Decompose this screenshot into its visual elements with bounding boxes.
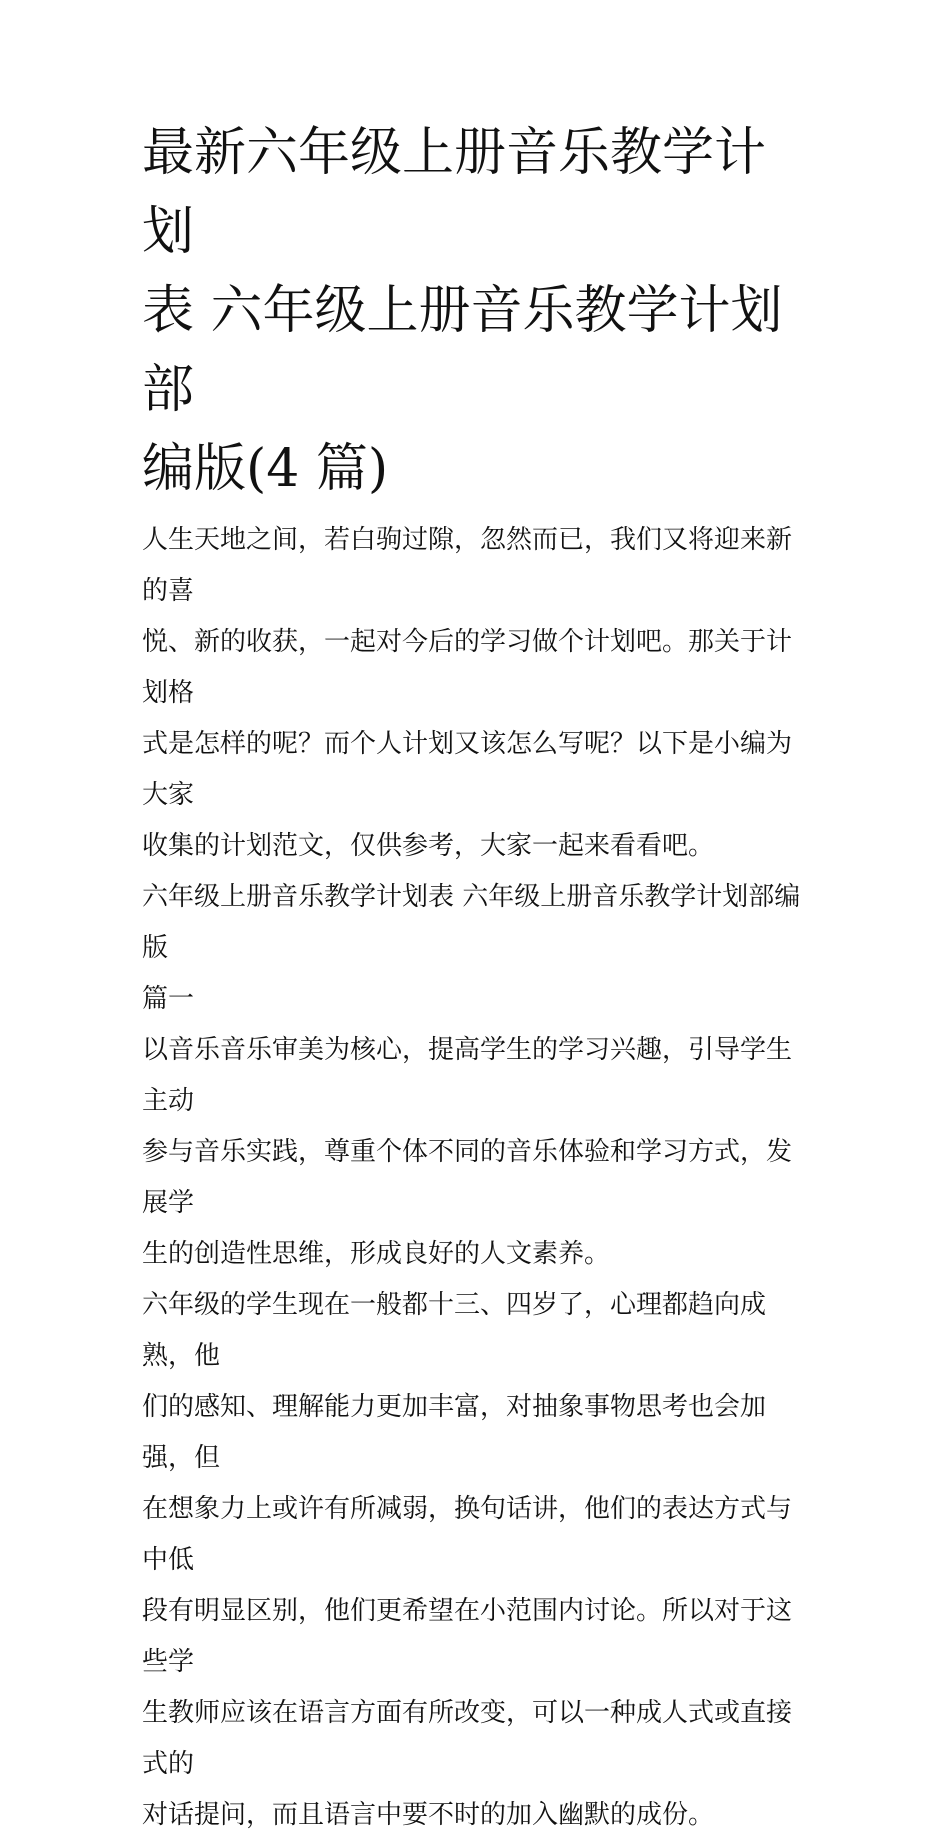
body-paragraph: 以音乐音乐审美为核心，提高学生的学习兴趣，引导学生主动 参与音乐实践，尊重个体不同的音乐体验和学习方式，发展学 生的创造性思维，形成良好的人文素养。 bbox=[142, 1035, 793, 1269]
body-paragraph: 六年级的学生现在一般都十三、四岁了，心理都趋向成熟，他 们的感知、理解能力更加丰富，对抽象事物思考也会加强，但 在想象力上或许有所减弱，换句话讲，他们的表达方式与中低 段有明显区别，他们更希望在小范围内讨论。所以对于这些学 生教师应该在语言方面有所改变，可以一种成人式或直接式的 对话提问，而且语言中要不时的加入幽默的成份。 bbox=[142, 1290, 793, 1830]
document-title: 最新六年级上册音乐教学计划 表 六年级上册音乐教学计划部 编版(4 篇) bbox=[142, 123, 783, 499]
document-body bbox=[142, 114, 812, 1841]
section-heading: 六年级上册音乐教学计划表 六年级上册音乐教学计划部编版 篇一 bbox=[142, 882, 801, 1014]
intro-paragraph: 人生天地之间，若白驹过隙，忽然而已，我们又将迎来新的喜 悦、新的收获，一起对今后的学习做个计划吧。那关于计划格 式是怎样的呢？而个人计划又该怎么写呢？以下是小编为大家 收集的计划范文，仅供参考，大家一起来看看吧。 bbox=[142, 525, 793, 861]
